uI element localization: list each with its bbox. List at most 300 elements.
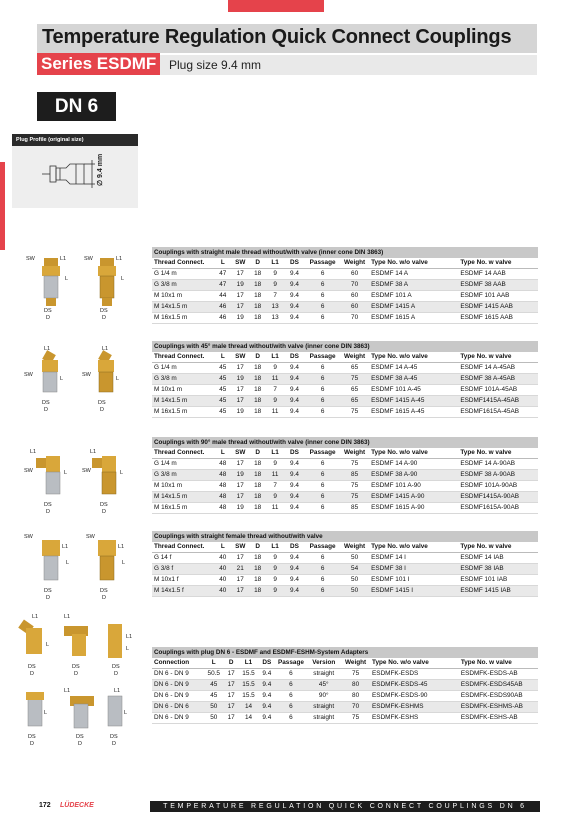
table-header-row xyxy=(152,258,538,269)
table-cell: ESDMF 14 I xyxy=(369,553,458,564)
l1-label: L1 xyxy=(90,449,97,455)
table-cell: 19 xyxy=(232,407,249,418)
table-cell: 75 xyxy=(341,713,370,724)
table-cell: ESDMF 101 IAB xyxy=(458,575,538,586)
table-cell: DN 6 - DN 9 xyxy=(152,669,204,680)
table-cell: 45 xyxy=(204,680,223,691)
l1-label: L1 xyxy=(64,688,71,694)
table-cell: 6 xyxy=(305,396,340,407)
ds-label: DS xyxy=(100,308,108,314)
table-cell: ESDMF 101 A-90 xyxy=(369,481,458,492)
table-cell: M 10x1 m xyxy=(152,385,214,396)
table-cell: G 1/4 m xyxy=(152,269,214,280)
d-label: D xyxy=(74,671,78,677)
l1-label: L1 xyxy=(102,346,109,352)
brand-logo: LÜDECKE xyxy=(60,802,94,809)
table-row xyxy=(152,459,538,470)
d-label: D xyxy=(30,741,34,747)
spec-table xyxy=(152,448,538,514)
table-cell: G 1/4 m xyxy=(152,363,214,374)
column-header: Type No. w valve xyxy=(458,448,538,459)
table-cell: ESDMF1615A-90AB xyxy=(458,503,538,514)
table-cell: 6 xyxy=(305,492,340,503)
table-cell: ESDMFK-ESDS xyxy=(370,669,459,680)
table-cell: 18 xyxy=(249,269,266,280)
table-row xyxy=(152,492,538,503)
table-cell: 17 xyxy=(232,586,249,597)
l-label: L xyxy=(44,710,48,716)
d-label: D xyxy=(114,671,118,677)
table-cell: 18 xyxy=(249,302,266,313)
table-title: Couplings with straight female thread without/with valve xyxy=(152,531,538,542)
table-cell: 18 xyxy=(249,407,266,418)
table-cell: 6 xyxy=(305,269,340,280)
table-cell: 45 xyxy=(214,385,231,396)
table-cell: 6 xyxy=(305,481,340,492)
table-cell: ESDMF 38 A-45 xyxy=(369,374,458,385)
table-cell: 9.4 xyxy=(284,302,305,313)
column-header: D xyxy=(249,542,266,553)
table-cell: ESDMFK-ESHS xyxy=(370,713,459,724)
spec-table xyxy=(152,258,538,324)
l-label: L xyxy=(46,642,50,648)
table-cell: 18 xyxy=(249,503,266,514)
table-cell: 50 xyxy=(340,553,369,564)
table-cell: 9 xyxy=(266,459,283,470)
column-header: Type No. w valve xyxy=(458,258,538,269)
table-cell: DN 6 - DN 9 xyxy=(152,691,204,702)
table-cell: ESDMF 38 A-45AB xyxy=(458,374,538,385)
column-header: DS xyxy=(284,258,305,269)
column-header: DS xyxy=(258,658,275,669)
table-cell: 40 xyxy=(214,575,231,586)
table-cell: straight xyxy=(306,713,341,724)
table-cell: ESDMFK-ESHMS-AB xyxy=(459,702,538,713)
table-cell: 48 xyxy=(214,470,231,481)
table-cell: 80 xyxy=(341,691,370,702)
l-label: L xyxy=(126,646,130,652)
table-cell: ESDMF 1615 A-45 xyxy=(369,407,458,418)
table-row xyxy=(152,269,538,280)
table-cell: 13 xyxy=(266,313,283,324)
table-cell: 17 xyxy=(232,269,249,280)
column-header: D xyxy=(249,448,266,459)
table-row xyxy=(152,385,538,396)
table-cell: 9.4 xyxy=(258,691,275,702)
table-cell: 65 xyxy=(340,363,369,374)
coupling-table xyxy=(152,647,538,724)
column-header: Weight xyxy=(340,542,369,553)
l-label: L xyxy=(120,470,124,476)
table-cell: ESDMF 38 A xyxy=(369,280,458,291)
table-cell: 18 xyxy=(249,492,266,503)
table-cell: 18 xyxy=(249,385,266,396)
table-row xyxy=(152,470,538,481)
table-cell: 18 xyxy=(249,363,266,374)
table-cell: ESDMF 1415 A-45 xyxy=(369,396,458,407)
table-cell: M 14x1.5 m xyxy=(152,396,214,407)
table-cell: 9.4 xyxy=(284,553,305,564)
l1-label: L1 xyxy=(32,614,39,620)
column-header: DS xyxy=(284,542,305,553)
adapter-coupling-images xyxy=(14,610,144,750)
table-cell: DN 6 - DN 9 xyxy=(152,713,204,724)
table-cell: 13 xyxy=(266,302,283,313)
table-cell: ESDMF 1415 AAB xyxy=(458,302,538,313)
table-cell: 40 xyxy=(214,553,231,564)
table-cell: 9 xyxy=(266,363,283,374)
d-label: D xyxy=(46,315,50,320)
table-cell: 85 xyxy=(340,503,369,514)
table-cell: 17 xyxy=(232,291,249,302)
table-cell: 7 xyxy=(266,291,283,302)
table-cell: 6 xyxy=(305,575,340,586)
table-cell: 90° xyxy=(306,691,341,702)
table-cell: ESDMFK-ESHS-AB xyxy=(459,713,538,724)
sw-label: SW xyxy=(86,534,95,540)
table-cell: 6 xyxy=(305,586,340,597)
table-cell: 7 xyxy=(266,481,283,492)
table-cell: 11 xyxy=(266,470,283,481)
table-header-row xyxy=(152,658,538,669)
table-cell: DN 6 - DN 9 xyxy=(152,680,204,691)
column-header: Passage xyxy=(305,542,340,553)
table-cell: 18 xyxy=(249,586,266,597)
table-cell: 6 xyxy=(305,302,340,313)
column-header: SW xyxy=(232,448,249,459)
column-header: Weight xyxy=(340,448,369,459)
d-label: D xyxy=(100,407,104,412)
l-label: L xyxy=(116,376,120,382)
table-cell: ESDMF 101 I xyxy=(369,575,458,586)
table-cell: 14 xyxy=(239,702,258,713)
table-cell: 40 xyxy=(214,564,231,575)
column-header: Type No. w/o valve xyxy=(369,448,458,459)
column-header: L xyxy=(214,352,231,363)
table-header-row xyxy=(152,448,538,459)
table-cell: 6 xyxy=(305,503,340,514)
table-cell: 45 xyxy=(214,374,231,385)
table-cell: 46 xyxy=(214,302,231,313)
column-header: D xyxy=(223,658,238,669)
table-cell: 45 xyxy=(214,363,231,374)
ds-label: DS xyxy=(98,400,106,406)
table-cell: 15.5 xyxy=(239,669,258,680)
table-cell: 50 xyxy=(204,702,223,713)
column-header: L1 xyxy=(266,258,283,269)
table-row xyxy=(152,407,538,418)
l1-label: L1 xyxy=(64,614,71,620)
ds-label: DS xyxy=(44,308,52,314)
45-degree-coupling-images xyxy=(22,342,137,412)
table-cell: 45 xyxy=(204,691,223,702)
side-accent-bar xyxy=(0,162,5,250)
table-row xyxy=(152,396,538,407)
table-cell: G 3/8 m xyxy=(152,374,214,385)
plug-diameter-label: ∅ 9.4 mm xyxy=(97,153,104,186)
table-cell: ESDMF 14 A-90AB xyxy=(458,459,538,470)
d-label: D xyxy=(102,595,106,601)
table-title: Couplings with 45° male thread without/with valve (inner cone DIN 3863) xyxy=(152,341,538,352)
table-cell: M 10x1 m xyxy=(152,481,214,492)
table-cell: M 14x1.5 f xyxy=(152,586,214,597)
table-header-row xyxy=(152,542,538,553)
table-cell: M 10x1 f xyxy=(152,575,214,586)
table-cell: 46 xyxy=(214,313,231,324)
column-header: D xyxy=(249,352,266,363)
table-cell: 18 xyxy=(249,481,266,492)
table-row xyxy=(152,586,538,597)
table-cell: 9 xyxy=(266,586,283,597)
table-cell: ESDMF 38 A-90 xyxy=(369,470,458,481)
table-cell: 9 xyxy=(266,564,283,575)
ds-label: DS xyxy=(100,502,108,508)
table-cell: 9 xyxy=(266,575,283,586)
table-cell: ESDMF 38 I xyxy=(369,564,458,575)
table-cell: 19 xyxy=(232,503,249,514)
column-header: L xyxy=(214,258,231,269)
table-cell: G 3/8 f xyxy=(152,564,214,575)
column-header: Passage xyxy=(305,352,340,363)
table-cell: 9 xyxy=(266,280,283,291)
l1-label: L1 xyxy=(44,346,51,352)
table-cell: 18 xyxy=(249,553,266,564)
d-label: D xyxy=(44,407,48,412)
spec-table xyxy=(152,352,538,418)
column-header: L1 xyxy=(266,448,283,459)
table-cell: 45 xyxy=(214,407,231,418)
table-cell: 17 xyxy=(223,680,238,691)
table-cell: ESDMFK-ESDS90AB xyxy=(459,691,538,702)
l-label: L xyxy=(65,276,69,282)
table-cell: M 16x1.5 m xyxy=(152,313,214,324)
table-cell: 6 xyxy=(305,459,340,470)
table-row xyxy=(152,553,538,564)
sw-label: SW xyxy=(84,256,93,262)
ds-label: DS xyxy=(28,664,36,670)
ds-label: DS xyxy=(72,664,80,670)
table-cell: straight xyxy=(306,702,341,713)
table-row xyxy=(152,280,538,291)
table-cell: G 3/8 m xyxy=(152,280,214,291)
table-cell: 9.4 xyxy=(258,702,275,713)
table-cell: 17 xyxy=(223,713,238,724)
table-header-row xyxy=(152,352,538,363)
coupling-table xyxy=(152,341,538,418)
table-cell: 75 xyxy=(340,459,369,470)
table-cell: ESDMF 14 A-45AB xyxy=(458,363,538,374)
table-cell: 19 xyxy=(232,313,249,324)
table-row xyxy=(152,691,538,702)
column-header: Type No. w valve xyxy=(458,542,538,553)
plug-profile-drawing xyxy=(40,152,110,202)
table-cell: 9.4 xyxy=(284,470,305,481)
table-cell: 45° xyxy=(306,680,341,691)
table-cell: 70 xyxy=(341,702,370,713)
column-header: Thread Connect. xyxy=(152,352,214,363)
table-cell: 18 xyxy=(249,280,266,291)
table-cell: 17 xyxy=(223,702,238,713)
table-cell: 11 xyxy=(266,374,283,385)
column-header: Weight xyxy=(340,352,369,363)
table-row xyxy=(152,680,538,691)
table-title: Couplings with straight male thread without/with valve (inner cone DIN 3863) xyxy=(152,247,538,258)
column-header: Passage xyxy=(276,658,307,669)
table-cell: ESDMF 14 AAB xyxy=(458,269,538,280)
table-row xyxy=(152,313,538,324)
table-cell: ESDMF 1415 IAB xyxy=(458,586,538,597)
table-cell: 18 xyxy=(249,291,266,302)
table-cell: 7 xyxy=(266,385,283,396)
table-cell: G 1/4 m xyxy=(152,459,214,470)
column-header: Thread Connect. xyxy=(152,448,214,459)
series-label: Series ESDMF xyxy=(37,53,160,75)
table-cell: 17 xyxy=(232,396,249,407)
table-cell: straight xyxy=(306,669,341,680)
column-header: Weight xyxy=(340,258,369,269)
table-cell: 54 xyxy=(340,564,369,575)
table-cell: 17 xyxy=(232,492,249,503)
table-cell: ESDMF 101A-90AB xyxy=(458,481,538,492)
l-label: L xyxy=(64,470,68,476)
table-cell: 9.4 xyxy=(258,680,275,691)
column-header: SW xyxy=(232,542,249,553)
table-cell: ESDMF 14 A xyxy=(369,269,458,280)
table-cell: 9.4 xyxy=(284,564,305,575)
plug-profile-heading: Plug Profile (original size) xyxy=(12,134,138,146)
table-cell: 70 xyxy=(340,280,369,291)
table-cell: 15.5 xyxy=(239,691,258,702)
table-cell: 18 xyxy=(249,470,266,481)
table-cell: 9.4 xyxy=(284,586,305,597)
table-cell: 44 xyxy=(214,291,231,302)
sw-label: SW xyxy=(24,372,33,378)
table-cell: 75 xyxy=(340,481,369,492)
table-cell: 80 xyxy=(341,680,370,691)
column-header: L xyxy=(214,448,231,459)
column-header: Thread Connect. xyxy=(152,542,214,553)
table-cell: 19 xyxy=(232,374,249,385)
d-label: D xyxy=(78,741,82,747)
spec-table xyxy=(152,658,538,724)
plug-size-label: Plug size 9.4 mm xyxy=(169,58,262,72)
column-header: L1 xyxy=(266,352,283,363)
table-cell: 9.4 xyxy=(258,713,275,724)
table-cell: 6 xyxy=(276,680,307,691)
l1-label: L1 xyxy=(118,544,125,550)
column-header: Weight xyxy=(341,658,370,669)
table-cell: M 14x1.5 m xyxy=(152,492,214,503)
table-cell: 70 xyxy=(340,313,369,324)
table-cell: 65 xyxy=(340,396,369,407)
table-cell: 17 xyxy=(232,459,249,470)
l-label: L xyxy=(66,560,70,566)
sw-label: SW xyxy=(82,468,91,474)
table-cell: 17 xyxy=(232,481,249,492)
column-header: Connection xyxy=(152,658,204,669)
ds-label: DS xyxy=(110,734,118,740)
table-cell: 19 xyxy=(232,280,249,291)
sw-label: SW xyxy=(24,468,33,474)
table-cell: ESDMF1615A-45AB xyxy=(458,407,538,418)
table-cell: ESDMF 101 A-45 xyxy=(369,385,458,396)
column-header: Type No. w/o valve xyxy=(369,352,458,363)
column-header: Passage xyxy=(305,448,340,459)
table-cell: 48 xyxy=(214,481,231,492)
table-cell: ESDMF 1415 I xyxy=(369,586,458,597)
ds-label: DS xyxy=(76,734,84,740)
column-header: D xyxy=(249,258,266,269)
footer-banner: TEMPERATURE REGULATION QUICK CONNECT COUPLINGS DN 6 xyxy=(150,801,540,812)
page-number: 172 xyxy=(39,802,51,809)
table-row xyxy=(152,302,538,313)
table-cell: 85 xyxy=(340,470,369,481)
table-cell: ESDMF 1615 A xyxy=(369,313,458,324)
table-cell: 9.4 xyxy=(284,374,305,385)
table-cell: 9.4 xyxy=(284,269,305,280)
column-header: L1 xyxy=(239,658,258,669)
column-header: Type No. w/o valve xyxy=(369,542,458,553)
ds-label: DS xyxy=(44,588,52,594)
d-label: D xyxy=(46,509,50,514)
column-header: Thread Connect. xyxy=(152,258,214,269)
table-cell: 6 xyxy=(276,691,307,702)
table-cell: 60 xyxy=(340,269,369,280)
l1-label: L1 xyxy=(62,544,69,550)
table-cell: ESDMF 101 AAB xyxy=(458,291,538,302)
table-cell: 17 xyxy=(232,302,249,313)
table-cell: G 14 f xyxy=(152,553,214,564)
table-cell: ESDMF 38 A-90AB xyxy=(458,470,538,481)
ds-label: DS xyxy=(28,734,36,740)
column-header: L1 xyxy=(266,542,283,553)
table-cell: 50 xyxy=(340,575,369,586)
table-cell: 6 xyxy=(305,470,340,481)
table-cell: 9 xyxy=(266,492,283,503)
table-cell: 6 xyxy=(305,363,340,374)
table-cell: M 10x1 m xyxy=(152,291,214,302)
table-cell: 40 xyxy=(214,586,231,597)
table-cell: 18 xyxy=(249,313,266,324)
table-cell: ESDMFK-ESDS45AB xyxy=(459,680,538,691)
table-row xyxy=(152,669,538,680)
table-cell: M 16x1.5 m xyxy=(152,503,214,514)
column-header: L xyxy=(204,658,223,669)
table-cell: 75 xyxy=(341,669,370,680)
straight-male-coupling-images xyxy=(22,250,137,320)
table-cell: ESDMFK-ESDS-AB xyxy=(459,669,538,680)
table-cell: ESDMF 101A-45AB xyxy=(458,385,538,396)
table-cell: 6 xyxy=(276,669,307,680)
table-title: Couplings with 90° male thread without/with valve (inner cone DIN 3863) xyxy=(152,437,538,448)
table-cell: ESDMF 1415 A-90 xyxy=(369,492,458,503)
table-cell: 6 xyxy=(305,291,340,302)
table-cell: 17 xyxy=(223,691,238,702)
l1-label: L1 xyxy=(126,634,133,640)
column-header: Version xyxy=(306,658,341,669)
column-header: Type No. w/o valve xyxy=(370,658,459,669)
table-cell: 18 xyxy=(249,564,266,575)
l1-label: L1 xyxy=(30,449,37,455)
table-cell: 75 xyxy=(340,374,369,385)
l1-label: L1 xyxy=(60,256,67,262)
table-cell: M 14x1.5 m xyxy=(152,302,214,313)
l-label: L xyxy=(122,560,126,566)
table-row xyxy=(152,713,538,724)
table-cell: 60 xyxy=(340,302,369,313)
table-cell: ESDMF1415A-45AB xyxy=(458,396,538,407)
page-title: Temperature Regulation Quick Connect Couplings xyxy=(42,26,512,48)
